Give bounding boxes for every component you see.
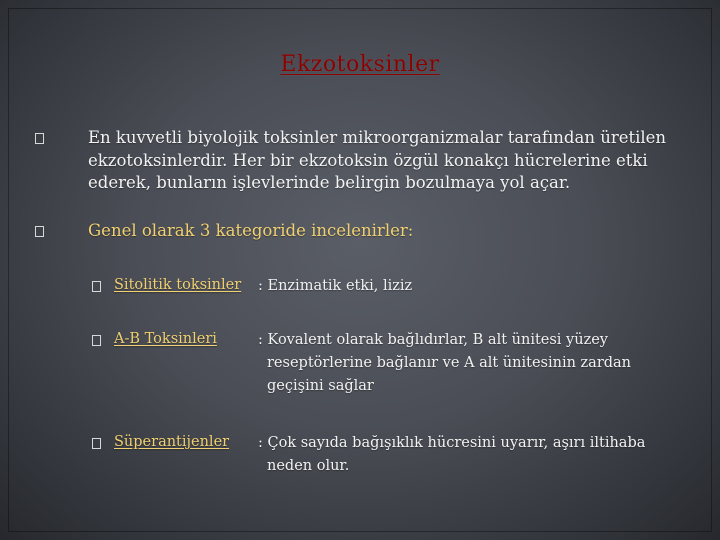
category-desc-2-first: : Kovalent olarak bağlıdırlar, B alt ünitesi yüzey	[258, 332, 608, 348]
category-term-1: Sitolitik toksinler	[114, 277, 242, 293]
category-desc-3-first: : Çok sayıda bağışıklık hücresini uyarır, aşırı iltihaba	[258, 435, 646, 451]
slide-title: Ekzotoksinler	[280, 52, 440, 77]
sub-bullet-box-icon	[92, 281, 101, 292]
sub-bullet-box-icon	[92, 438, 101, 449]
category-desc-3	[258, 432, 678, 478]
bullet-text-1: En kuvvetli biyolojik toksinler mikroorganizmalar tarafından üretilen ekzotoksinlerdir. Her bir ekzotoksin özgül konakçı hücrelerine etki ederek, bunların işlevlerinde belirgin bozulmaya yol açar.	[88, 128, 667, 192]
bullet-text-2: Genel olarak 3 kategoride incelenirler:	[88, 221, 414, 240]
category-desc-1	[258, 275, 678, 298]
category-desc-1-first: : Enzimatik etki, liziz	[258, 278, 413, 294]
category-desc-2	[258, 329, 678, 398]
bullet-box-icon	[35, 226, 44, 237]
category-term-3: Süperantijenler	[114, 434, 230, 450]
category-desc-2-rest: reseptörlerine bağlanır ve A alt ünitesinin zardan geçişini sağlar	[267, 355, 632, 394]
sub-bullet-box-icon	[92, 335, 101, 346]
category-term-2: A-B Toksinleri	[114, 331, 217, 347]
category-desc-3-rest: neden olur.	[267, 458, 350, 474]
bullet-box-icon	[35, 133, 44, 144]
